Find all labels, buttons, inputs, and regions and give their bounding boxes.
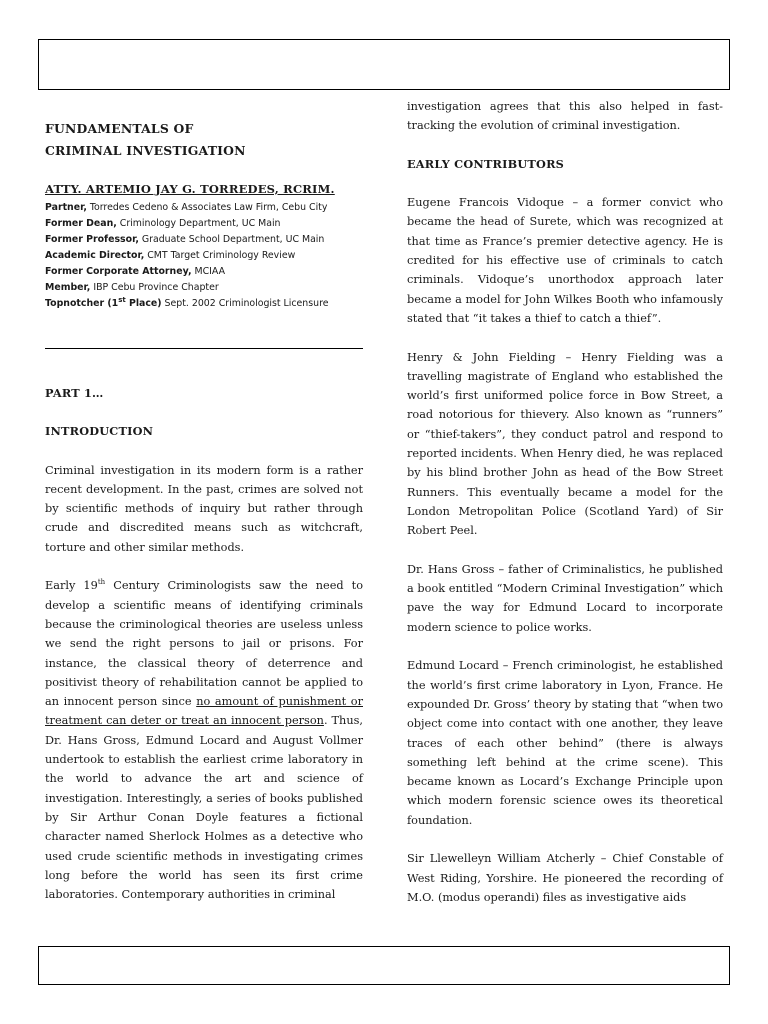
intro-paragraph-2: Early 19th Century Criminologists saw the need to develop a scientific means of identifying criminals because the criminological theories are useless unless we send the right persons to jail or prisons. For instance, the classical theory of deterrence and positivist theory of rehabilitation cannot be applied to an innocent person since no amount of punishment or treatment can deter or treat an innocent person. Thus, Dr. Hans Gross, Edmund Locard and August Vollmer undertook to establish the earliest crime laboratory in the world to advance the art and science of investigation. Interestingly, a series of books published by Sir Arthur Conan Doyle features a fictional character named Sherlock Holmes as a detective who used crude scientific methods in investigating crimes long before the world has seen its first crime laboratories. Contemporary authorities in criminal xyxy=(45,578,364,902)
part-heading: PART 1… xyxy=(45,386,104,400)
title-line-2: CRIMINAL INVESTIGATION xyxy=(45,143,246,158)
intro-paragraph-1: Criminal investigation in its modern form is a rather recent development. In the past, crimes are solved not by scientific methods of inquiry but rather through crude and discredited means such as witchcraft, torture and other similar methods. xyxy=(45,463,363,554)
credential-item: Partner, Torredes Cedeno & Associates Law Firm, Cebu City xyxy=(45,202,328,213)
page-header-box xyxy=(38,39,730,90)
document-title xyxy=(45,118,363,162)
intro-continuation: investigation agrees that this also helped in fast-tracking the evolution of criminal investigation. xyxy=(407,100,723,133)
credential-item: Member, IBP Cebu Province Chapter xyxy=(45,282,219,293)
contributor-vidoque: Eugene Francois Vidoque – a former convict who became the head of Surete, which was recognized at that time as France’s premier detective agency. He is credited for his effective use of criminals to catch criminals. Vidoque’s unorthodox approach later became a model for John Wilkes Booth who infamously stated that “it takes a thief to catch a thief”. xyxy=(407,196,723,325)
contributor-locard: Edmund Locard – French criminologist, he established the world’s first crime laboratory in Lyon, France. He expounded Dr. Gross’ theory by stating that “when two object come into contact with one another, they leave traces of each other behind” (there is always something left behind at the crime scene). This became known as Locard’s Exchange Principle upon which modern forensic science owes its theoretical foundation. xyxy=(407,659,723,827)
title-line-1: FUNDAMENTALS OF xyxy=(45,121,194,136)
credential-item: Former Dean, Criminology Department, UC Main xyxy=(45,218,281,229)
right-column xyxy=(407,97,723,907)
underlined-phrase: no amount of punishment or treatment can deter or treat an innocent person xyxy=(45,695,363,728)
section-divider xyxy=(45,348,363,349)
contributor-fielding: Henry & John Fielding – Henry Fielding was a travelling magistrate of England who established the world’s first uniformed police force in Bow Street, a road notorious for thievery. Also known as “runners” or “thief-takers”, they conduct patrol and respond to reported incidents. When Henry died, he was replaced by his blind brother John as head of the Bow Street Runners. This eventually became a model for the London Metropolitan Police (Scotland Yard) of Sir Robert Peel. xyxy=(407,350,723,538)
credentials-list xyxy=(45,200,363,312)
credential-item: Former Corporate Attorney, MCIAA xyxy=(45,266,225,277)
page-footer-box xyxy=(38,946,730,985)
contributor-atcherly: Sir Llewelleyn William Atcherly – Chief Constable of West Riding, Yorshire. He pioneered the recording of M.O. (modus operandi) files as investigative aids xyxy=(407,852,723,904)
early-contributors-heading: EARLY CONTRIBUTORS xyxy=(407,156,565,171)
contributor-gross: Dr. Hans Gross – father of Criminalistics, he published a book entitled “Modern Criminal Investigation” which pave the way for Edmund Locard to incorporate modern science to police works. xyxy=(407,562,723,634)
credential-item: Former Professor, Graduate School Department, UC Main xyxy=(45,234,325,245)
left-column xyxy=(45,118,363,904)
author-name: ATTY. ARTEMIO JAY G. TORREDES, RCRIM. xyxy=(45,182,335,196)
introduction-heading: INTRODUCTION xyxy=(45,424,154,439)
credential-topnotcher: Topnotcher (1st Place) Sept. 2002 Criminologist Licensure xyxy=(45,295,329,309)
credential-item: Academic Director, CMT Target Criminology Review xyxy=(45,250,296,261)
